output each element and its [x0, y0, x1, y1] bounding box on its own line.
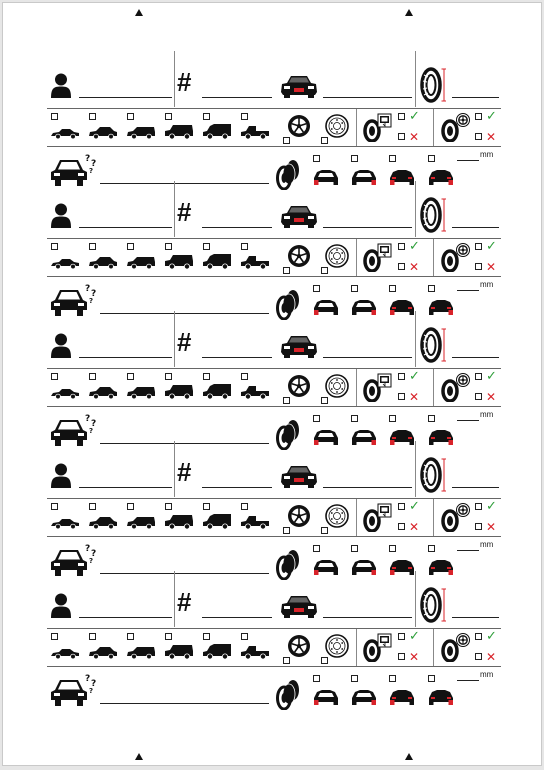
mm-unit-label: mm: [480, 280, 494, 289]
rear-left-icon: [387, 427, 417, 445]
mm-unit-label: mm: [480, 670, 494, 679]
cross-icon: ✕: [486, 260, 497, 274]
rim-checkbox-alloy[interactable]: [283, 267, 290, 274]
rim-storage-icon: [441, 372, 471, 402]
car-front-icon: [279, 74, 319, 98]
pickup-icon: [240, 384, 270, 400]
svg-text:?: ?: [89, 427, 94, 435]
rim-storage-checkbox-not-ok[interactable]: [475, 523, 482, 530]
rim-storage-checkbox-ok[interactable]: [475, 243, 482, 250]
divider: [415, 441, 416, 497]
rim-storage-icon: [441, 242, 471, 272]
front-left-icon: [311, 297, 341, 315]
row-rule: [47, 498, 501, 499]
position-checkbox-rear-left[interactable]: [389, 675, 396, 682]
row-rule: [47, 666, 501, 667]
check-icon: ✓: [409, 109, 420, 124]
divider: [356, 369, 357, 406]
body-type-checkbox-suv[interactable]: [165, 503, 172, 510]
front-left-icon: [311, 687, 341, 705]
tyre-stack-icon: [276, 288, 302, 320]
rear-left-icon: [387, 167, 417, 185]
number-field[interactable]: [202, 97, 272, 98]
cross-icon: ✕: [409, 390, 420, 404]
vehicle-plate-field[interactable]: [323, 357, 412, 358]
hash-icon: #: [177, 587, 192, 617]
check-icon: ✓: [486, 629, 497, 644]
row-rule: [47, 628, 501, 629]
position-checkbox-rear-left[interactable]: [389, 545, 396, 552]
row-rule: [47, 406, 501, 407]
body-type-checkbox-suv[interactable]: [165, 373, 172, 380]
rear-left-icon: [387, 557, 417, 575]
position-checkbox-rear-left[interactable]: [389, 285, 396, 292]
cross-icon: ✕: [486, 520, 497, 534]
mm-unit-label: mm: [480, 540, 494, 549]
svg-text:?: ?: [85, 154, 91, 164]
tyre-stack-icon: [276, 158, 302, 190]
check-icon: ✓: [409, 239, 420, 254]
sedan-icon: [50, 516, 80, 530]
vehicle-plate-field[interactable]: [323, 617, 412, 618]
check-icon: ✓: [486, 369, 497, 384]
car-question-icon: [51, 671, 101, 709]
cross-icon: ✕: [409, 260, 420, 274]
cross-icon: ✕: [486, 650, 497, 664]
car-question-icon: [51, 281, 101, 319]
hatchback-icon: [88, 255, 118, 270]
position-checkbox-front-left[interactable]: [313, 545, 320, 552]
position-checkbox-rear-left[interactable]: [389, 415, 396, 422]
rim-storage-icon: [441, 632, 471, 662]
tyre-storage-icon: [363, 502, 393, 532]
front-left-icon: [311, 167, 341, 185]
vehicle-note-field[interactable]: [100, 313, 269, 314]
body-type-checkbox-pickup[interactable]: [241, 113, 248, 120]
tread-depth-field[interactable]: [457, 680, 479, 681]
pickup-icon: [240, 514, 270, 530]
rim-checkbox-steel[interactable]: [321, 267, 328, 274]
tyre-form-2: [47, 197, 501, 329]
person-icon: [50, 593, 72, 618]
number-field[interactable]: [202, 227, 272, 228]
row-rule: [47, 276, 501, 277]
tyre-storage-checkbox-not-ok[interactable]: [398, 653, 405, 660]
rim-storage-checkbox-ok[interactable]: [475, 633, 482, 640]
svg-text:?: ?: [89, 687, 94, 695]
svg-text:?: ?: [85, 674, 91, 684]
position-checkbox-front-left[interactable]: [313, 675, 320, 682]
suv-icon: [164, 513, 194, 530]
sedan-icon: [50, 646, 80, 660]
car-front-icon: [279, 204, 319, 228]
position-checkbox-rear-right[interactable]: [428, 155, 435, 162]
body-type-checkbox-estate[interactable]: [127, 373, 134, 380]
van-icon: [202, 383, 232, 400]
vehicle-note-field[interactable]: [100, 443, 269, 444]
customer-name-field[interactable]: [79, 357, 172, 358]
divider: [433, 369, 434, 406]
tyre-size-field[interactable]: [452, 357, 499, 358]
steel-rim-icon: [325, 244, 349, 268]
suv-icon: [164, 123, 194, 140]
body-type-checkbox-suv[interactable]: [165, 243, 172, 250]
tyre-storage-sheet: [2, 2, 542, 766]
position-checkbox-front-left[interactable]: [313, 155, 320, 162]
tyre-form-1: [47, 67, 501, 199]
cross-icon: ✕: [409, 520, 420, 534]
svg-text:?: ?: [91, 419, 97, 429]
rim-storage-checkbox-ok[interactable]: [475, 373, 482, 380]
position-checkbox-front-left[interactable]: [313, 415, 320, 422]
rear-right-icon: [426, 167, 456, 185]
car-question-icon: [51, 541, 101, 579]
position-checkbox-front-right[interactable]: [351, 545, 358, 552]
tyre-size-icon: [420, 197, 446, 233]
position-checkbox-front-right[interactable]: [351, 415, 358, 422]
alloy-rim-icon: [287, 374, 311, 398]
divider: [174, 51, 175, 107]
body-type-checkbox-van[interactable]: [203, 633, 210, 640]
tyre-storage-checkbox-ok[interactable]: [398, 633, 405, 640]
car-question-icon: [51, 411, 101, 449]
svg-text:?: ?: [91, 289, 97, 299]
row-rule: [47, 238, 501, 239]
vehicle-note-field[interactable]: [100, 183, 269, 184]
person-icon: [50, 333, 72, 358]
body-type-checkbox-sedan[interactable]: [51, 113, 58, 120]
svg-text:?: ?: [85, 284, 91, 294]
tyre-storage-icon: [363, 632, 393, 662]
svg-text:?: ?: [85, 544, 91, 554]
position-checkbox-front-right[interactable]: [351, 675, 358, 682]
rim-checkbox-steel[interactable]: [321, 527, 328, 534]
cross-icon: ✕: [486, 390, 497, 404]
body-type-checkbox-suv[interactable]: [165, 113, 172, 120]
tyre-storage-checkbox-not-ok[interactable]: [398, 263, 405, 270]
body-type-checkbox-sedan[interactable]: [51, 503, 58, 510]
hash-icon: #: [177, 197, 192, 227]
pickup-icon: [240, 254, 270, 270]
hatchback-icon: [88, 515, 118, 530]
rear-left-icon: [387, 297, 417, 315]
divider: [174, 441, 175, 497]
body-type-checkbox-estate[interactable]: [127, 113, 134, 120]
front-left-icon: [311, 557, 341, 575]
front-right-icon: [349, 687, 379, 705]
tyre-size-field[interactable]: [452, 487, 499, 488]
number-field[interactable]: [202, 487, 272, 488]
vehicle-plate-field[interactable]: [323, 227, 412, 228]
body-type-checkbox-van[interactable]: [203, 503, 210, 510]
number-field[interactable]: [202, 357, 272, 358]
hash-icon: #: [177, 67, 192, 97]
hatchback-icon: [88, 645, 118, 660]
body-type-checkbox-pickup[interactable]: [241, 633, 248, 640]
svg-text:?: ?: [89, 167, 94, 175]
rim-checkbox-steel[interactable]: [321, 657, 328, 664]
front-right-icon: [349, 427, 379, 445]
estate-icon: [126, 645, 156, 660]
divider: [356, 239, 357, 276]
rim-checkbox-alloy[interactable]: [283, 527, 290, 534]
customer-name-field[interactable]: [79, 227, 172, 228]
rim-storage-checkbox-not-ok[interactable]: [475, 263, 482, 270]
tyre-storage-icon: [363, 372, 393, 402]
body-type-checkbox-sedan[interactable]: [51, 243, 58, 250]
rear-left-icon: [387, 687, 417, 705]
sedan-icon: [50, 386, 80, 400]
body-type-checkbox-sedan[interactable]: [51, 633, 58, 640]
svg-text:?: ?: [89, 297, 94, 305]
rim-storage-checkbox-not-ok[interactable]: [475, 393, 482, 400]
check-icon: ✓: [486, 499, 497, 514]
tyre-form-3: [47, 327, 501, 459]
tread-depth-field[interactable]: [457, 420, 479, 421]
body-type-checkbox-hatchback[interactable]: [89, 113, 96, 120]
alloy-rim-icon: [287, 114, 311, 138]
van-icon: [202, 513, 232, 530]
suv-icon: [164, 383, 194, 400]
divider: [356, 499, 357, 536]
alloy-rim-icon: [287, 244, 311, 268]
body-type-checkbox-hatchback[interactable]: [89, 373, 96, 380]
van-icon: [202, 123, 232, 140]
registration-mark-bottom-right: [405, 753, 413, 760]
front-left-icon: [311, 427, 341, 445]
person-icon: [50, 73, 72, 98]
position-checkbox-rear-right[interactable]: [428, 415, 435, 422]
hash-icon: #: [177, 457, 192, 487]
divider: [356, 629, 357, 666]
rim-storage-checkbox-ok[interactable]: [475, 503, 482, 510]
tyre-stack-icon: [276, 548, 302, 580]
tyre-storage-checkbox-not-ok[interactable]: [398, 523, 405, 530]
mm-unit-label: mm: [480, 150, 494, 159]
tyre-size-icon: [420, 587, 446, 623]
tyre-size-field[interactable]: [452, 97, 499, 98]
row-rule: [47, 368, 501, 369]
vehicle-note-field[interactable]: [100, 573, 269, 574]
body-type-checkbox-sedan[interactable]: [51, 373, 58, 380]
sedan-icon: [50, 126, 80, 140]
registration-mark-top-right: [405, 9, 413, 16]
mm-unit-label: mm: [480, 410, 494, 419]
check-icon: ✓: [409, 369, 420, 384]
car-front-icon: [279, 334, 319, 358]
body-type-checkbox-estate[interactable]: [127, 243, 134, 250]
car-question-icon: [51, 151, 101, 189]
rear-right-icon: [426, 427, 456, 445]
divider: [415, 311, 416, 367]
tyre-storage-icon: [363, 242, 393, 272]
body-type-checkbox-estate[interactable]: [127, 633, 134, 640]
alloy-rim-icon: [287, 504, 311, 528]
rim-storage-icon: [441, 112, 471, 142]
hash-icon: #: [177, 327, 192, 357]
divider: [433, 499, 434, 536]
steel-rim-icon: [325, 374, 349, 398]
svg-text:?: ?: [91, 549, 97, 559]
check-icon: ✓: [409, 629, 420, 644]
rear-right-icon: [426, 557, 456, 575]
tyre-size-field[interactable]: [452, 227, 499, 228]
tyre-storage-checkbox-ok[interactable]: [398, 243, 405, 250]
customer-name-field[interactable]: [79, 617, 172, 618]
tyre-storage-checkbox-not-ok[interactable]: [398, 393, 405, 400]
tyre-form-4: [47, 457, 501, 589]
body-type-checkbox-pickup[interactable]: [241, 243, 248, 250]
divider: [433, 109, 434, 146]
person-icon: [50, 463, 72, 488]
divider: [415, 181, 416, 237]
hatchback-icon: [88, 385, 118, 400]
divider: [174, 311, 175, 367]
hatchback-icon: [88, 125, 118, 140]
body-type-checkbox-van[interactable]: [203, 113, 210, 120]
body-type-checkbox-suv[interactable]: [165, 633, 172, 640]
tyre-stack-icon: [276, 418, 302, 450]
vehicle-plate-field[interactable]: [323, 97, 412, 98]
divider: [415, 571, 416, 627]
svg-text:?: ?: [91, 159, 97, 169]
sedan-icon: [50, 256, 80, 270]
body-type-checkbox-pickup[interactable]: [241, 503, 248, 510]
number-field[interactable]: [202, 617, 272, 618]
check-icon: ✓: [409, 499, 420, 514]
body-type-checkbox-van[interactable]: [203, 373, 210, 380]
estate-icon: [126, 515, 156, 530]
tyre-storage-icon: [363, 112, 393, 142]
divider: [433, 629, 434, 666]
row-rule: [47, 146, 501, 147]
position-checkbox-rear-left[interactable]: [389, 155, 396, 162]
position-checkbox-front-right[interactable]: [351, 155, 358, 162]
position-checkbox-rear-right[interactable]: [428, 545, 435, 552]
tyre-storage-checkbox-ok[interactable]: [398, 503, 405, 510]
tyre-stack-icon: [276, 678, 302, 710]
row-rule: [47, 536, 501, 537]
steel-rim-icon: [325, 114, 349, 138]
front-right-icon: [349, 557, 379, 575]
vehicle-note-field[interactable]: [100, 703, 269, 704]
pickup-icon: [240, 644, 270, 660]
svg-text:?: ?: [85, 414, 91, 424]
rim-checkbox-alloy[interactable]: [283, 397, 290, 404]
rim-storage-checkbox-ok[interactable]: [475, 113, 482, 120]
estate-icon: [126, 255, 156, 270]
body-type-checkbox-hatchback[interactable]: [89, 503, 96, 510]
rim-checkbox-steel[interactable]: [321, 137, 328, 144]
cross-icon: ✕: [409, 650, 420, 664]
car-front-icon: [279, 464, 319, 488]
registration-mark-bottom-left: [135, 753, 143, 760]
rear-right-icon: [426, 297, 456, 315]
tread-depth-field[interactable]: [457, 550, 479, 551]
suv-icon: [164, 253, 194, 270]
pickup-icon: [240, 124, 270, 140]
steel-rim-icon: [325, 634, 349, 658]
tyre-storage-checkbox-not-ok[interactable]: [398, 133, 405, 140]
position-checkbox-front-right[interactable]: [351, 285, 358, 292]
check-icon: ✓: [486, 109, 497, 124]
position-checkbox-rear-right[interactable]: [428, 675, 435, 682]
body-type-checkbox-hatchback[interactable]: [89, 633, 96, 640]
estate-icon: [126, 125, 156, 140]
check-icon: ✓: [486, 239, 497, 254]
car-front-icon: [279, 594, 319, 618]
row-rule: [47, 108, 501, 109]
estate-icon: [126, 385, 156, 400]
registration-mark-top-left: [135, 9, 143, 16]
front-right-icon: [349, 167, 379, 185]
position-checkbox-rear-right[interactable]: [428, 285, 435, 292]
steel-rim-icon: [325, 504, 349, 528]
tyre-storage-checkbox-ok[interactable]: [398, 373, 405, 380]
customer-name-field[interactable]: [79, 97, 172, 98]
cross-icon: ✕: [409, 130, 420, 144]
divider: [174, 181, 175, 237]
tyre-form-5: [47, 587, 501, 719]
rim-checkbox-alloy[interactable]: [283, 657, 290, 664]
rim-storage-checkbox-not-ok[interactable]: [475, 133, 482, 140]
tread-depth-field[interactable]: [457, 290, 479, 291]
rim-storage-icon: [441, 502, 471, 532]
svg-text:?: ?: [91, 679, 97, 689]
customer-name-field[interactable]: [79, 487, 172, 488]
tyre-size-icon: [420, 457, 446, 493]
rim-checkbox-steel[interactable]: [321, 397, 328, 404]
vehicle-plate-field[interactable]: [323, 487, 412, 488]
van-icon: [202, 643, 232, 660]
van-icon: [202, 253, 232, 270]
rear-right-icon: [426, 687, 456, 705]
rim-storage-checkbox-not-ok[interactable]: [475, 653, 482, 660]
cross-icon: ✕: [486, 130, 497, 144]
tyre-size-field[interactable]: [452, 617, 499, 618]
tread-depth-field[interactable]: [457, 160, 479, 161]
person-icon: [50, 203, 72, 228]
body-type-checkbox-pickup[interactable]: [241, 373, 248, 380]
body-type-checkbox-van[interactable]: [203, 243, 210, 250]
divider: [356, 109, 357, 146]
tyre-storage-checkbox-ok[interactable]: [398, 113, 405, 120]
divider: [174, 571, 175, 627]
svg-text:?: ?: [89, 557, 94, 565]
suv-icon: [164, 643, 194, 660]
position-checkbox-front-left[interactable]: [313, 285, 320, 292]
rim-checkbox-alloy[interactable]: [283, 137, 290, 144]
body-type-checkbox-estate[interactable]: [127, 503, 134, 510]
divider: [415, 51, 416, 107]
front-right-icon: [349, 297, 379, 315]
tyre-size-icon: [420, 67, 446, 103]
alloy-rim-icon: [287, 634, 311, 658]
tyre-size-icon: [420, 327, 446, 363]
divider: [433, 239, 434, 276]
body-type-checkbox-hatchback[interactable]: [89, 243, 96, 250]
